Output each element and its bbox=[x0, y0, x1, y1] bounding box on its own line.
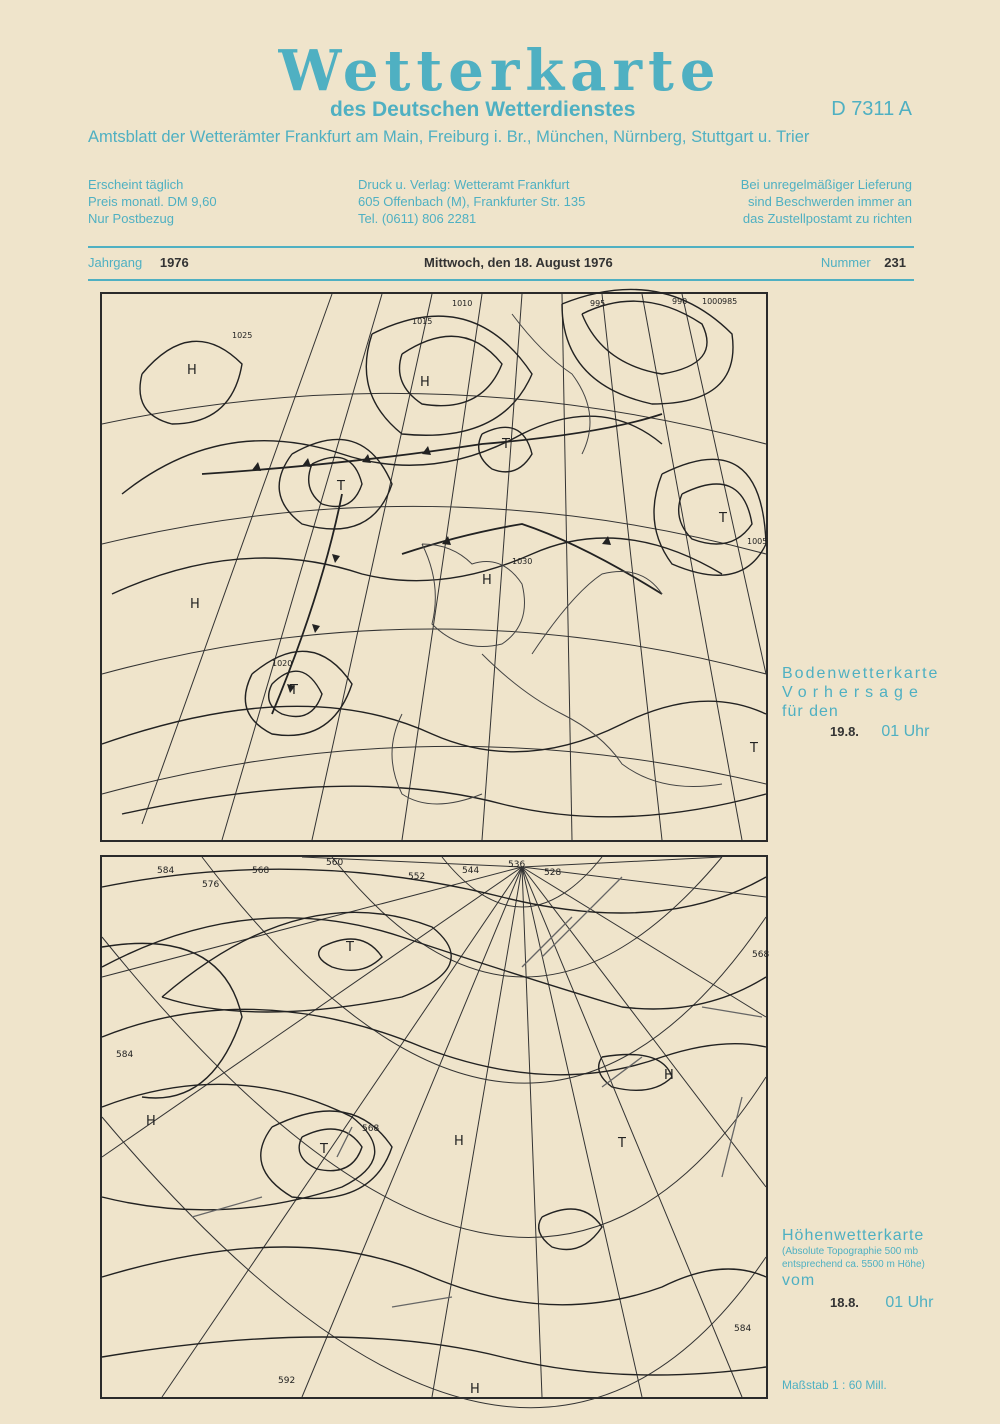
low-center: T bbox=[719, 511, 727, 526]
isobar-label: 1020 bbox=[272, 659, 293, 668]
surface-map-drawing bbox=[102, 294, 766, 840]
high-center: H bbox=[146, 1114, 156, 1129]
upper-air-map bbox=[100, 855, 768, 1399]
year-value: 1976 bbox=[159, 255, 189, 270]
caption-title: Bodenwetterkarte bbox=[782, 665, 940, 682]
isobar-label: 1010 bbox=[452, 299, 473, 308]
number-label: Nummer bbox=[820, 255, 871, 270]
contour-label: 576 bbox=[202, 880, 220, 890]
map-scale: Maßstab 1 : 60 Mill. bbox=[782, 1378, 887, 1392]
caption-subtitle: entsprechend ca. 5500 m Höhe) bbox=[782, 1259, 925, 1270]
contour-label: 584 bbox=[157, 866, 175, 876]
high-center: H bbox=[420, 375, 430, 390]
number-group bbox=[821, 255, 906, 270]
contour-label: 568 bbox=[362, 1124, 380, 1134]
low-center: T bbox=[290, 683, 298, 698]
caption-date: 19.8. bbox=[830, 724, 859, 739]
newspaper-title: Wetterkarte bbox=[278, 38, 722, 104]
contour-label: 584 bbox=[116, 1050, 134, 1060]
header-rule-bottom bbox=[88, 279, 914, 281]
subscription-info bbox=[88, 176, 217, 227]
caption-forecast: Vorhersage bbox=[782, 684, 924, 701]
high-center: H bbox=[190, 597, 200, 612]
isobar-label: 1000 bbox=[702, 297, 723, 306]
contour-label: 528 bbox=[544, 868, 562, 878]
newspaper-subtitle: des Deutschen Wetterdienstes bbox=[330, 98, 636, 121]
isobar-label: 995 bbox=[590, 299, 606, 308]
isobar-label: 990 bbox=[672, 297, 688, 306]
header-rule-top bbox=[88, 246, 914, 248]
contour-label: 560 bbox=[326, 858, 344, 868]
isobar-label: 1015 bbox=[412, 317, 433, 326]
caption-for-the: für den bbox=[782, 703, 839, 720]
info-line: 605 Offenbach (M), Frankfurter Str. 135 bbox=[358, 194, 586, 209]
high-center: H bbox=[470, 1382, 480, 1397]
info-line: sind Beschwerden immer an bbox=[747, 194, 912, 209]
info-line: das Zustellpostamt zu richten bbox=[742, 211, 912, 226]
caption-datetime bbox=[782, 1294, 933, 1312]
isobar-label: 1005 bbox=[747, 537, 768, 546]
isobar-label: 1025 bbox=[232, 331, 253, 340]
low-center: T bbox=[337, 479, 345, 494]
caption-datetime bbox=[782, 723, 939, 741]
low-center: T bbox=[346, 940, 354, 955]
caption-from: vom bbox=[782, 1272, 816, 1289]
low-center: T bbox=[618, 1136, 626, 1151]
publisher-info bbox=[358, 176, 585, 227]
info-line: Bei unregelmäßiger Lieferung bbox=[740, 177, 912, 192]
isobar-label: 1030 bbox=[512, 557, 533, 566]
contour-label: 552 bbox=[408, 872, 426, 882]
info-line: Erscheint täglich bbox=[88, 177, 184, 192]
year-group bbox=[88, 255, 189, 270]
number-value: 231 bbox=[884, 255, 906, 270]
caption-date: 18.8. bbox=[830, 1295, 859, 1310]
contour-label: 544 bbox=[462, 866, 480, 876]
info-line: Nur Postbezug bbox=[88, 211, 174, 226]
high-center: H bbox=[664, 1068, 674, 1083]
caption-hour: 01 Uhr bbox=[885, 1294, 934, 1311]
delivery-info bbox=[741, 176, 912, 227]
upper-map-caption bbox=[782, 1226, 933, 1312]
info-line: Druck u. Verlag: Wetteramt Frankfurt bbox=[358, 177, 570, 192]
caption-title: Höhenwetterkarte bbox=[782, 1227, 925, 1244]
high-center: H bbox=[187, 363, 197, 378]
contour-label: 592 bbox=[278, 1376, 296, 1386]
info-line: Preis monatl. DM 9,60 bbox=[88, 194, 217, 209]
issue-date: Mittwoch, den 18. August 1976 bbox=[424, 255, 613, 270]
year-label: Jahrgang bbox=[88, 255, 143, 270]
contour-label: 568 bbox=[252, 866, 270, 876]
surface-map-caption bbox=[782, 664, 939, 741]
high-center: H bbox=[454, 1134, 464, 1149]
upper-map-drawing bbox=[102, 857, 770, 1397]
caption-subtitle: (Absolute Topographie 500 mb bbox=[782, 1246, 919, 1257]
caption-hour: 01 Uhr bbox=[881, 723, 930, 740]
low-center: T bbox=[750, 741, 758, 756]
isobar-label: 985 bbox=[722, 297, 738, 306]
contour-label: 536 bbox=[508, 860, 526, 870]
official-gazette-line: Amtsblatt der Wetterämter Frankfurt am Main, Freiburg i. Br., München, Nürnberg, Stuttgart u. Trier bbox=[88, 128, 810, 146]
low-center: T bbox=[320, 1142, 328, 1157]
contour-label: 568 bbox=[752, 950, 770, 960]
high-center: H bbox=[482, 573, 492, 588]
publication-code: D 7311 A bbox=[831, 98, 912, 120]
info-line: Tel. (0611) 806 2281 bbox=[358, 211, 477, 226]
surface-weather-map bbox=[100, 292, 768, 842]
issue-row bbox=[88, 255, 914, 275]
low-center: T bbox=[502, 437, 510, 452]
contour-label: 584 bbox=[734, 1324, 752, 1334]
